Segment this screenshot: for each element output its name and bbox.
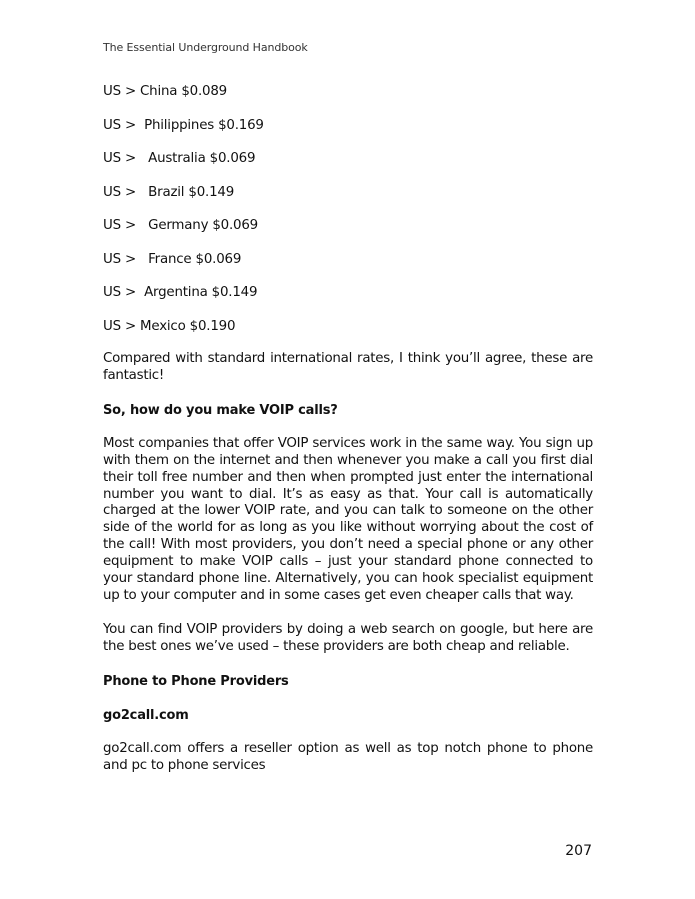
provider-name-heading: go2call.com	[103, 707, 189, 723]
providers-heading: Phone to Phone Providers	[103, 673, 289, 689]
rate-line-france: US > France $0.069	[103, 251, 242, 267]
providers-paragraph: You can find VOIP providers by doing a web search on google, but here are the best ones we’ve used – these providers are both cheap and reliable.	[103, 621, 593, 654]
how-paragraph: Most companies that offer VOIP services work in the same way. You sign up with them on the internet and then whenever you make a call you first dial their toll free number and then when prompted just enter the international number you want to dial. It’s as easy as that. Your call is automatically charged at the lower VOIP rate, and you can talk to someone on the other side of the world for as long as you like without worrying about the cost of the call! With most providers, you don’t need a special phone or any other equipment to make VOIP calls – just your standard phone connected to your standard phone line. Alternatively, you can hook specialist equipment up to your computer and in some cases get even cheaper calls that way.	[103, 435, 593, 603]
rate-line-argentina: US > Argentina $0.149	[103, 285, 258, 300]
rate-line-germany: US > Germany $0.069	[103, 218, 259, 233]
rate-line-brazil: US > Brazil $0.149	[103, 184, 235, 200]
running-header: The Essential Underground Handbook	[103, 41, 308, 54]
provider-paragraph: go2call.com offers a reseller option as well as top notch phone to phone and pc to phone services	[103, 740, 593, 773]
comparison-paragraph: Compared with standard international rates, I think you’ll agree, these are fantastic!	[103, 351, 593, 383]
rate-line-china: US > China $0.089	[103, 84, 227, 99]
rate-line-philippines: US > Philippines $0.169	[103, 117, 264, 133]
rate-line-australia: US > Australia $0.069	[103, 151, 256, 166]
page-content	[103, 83, 593, 792]
page-number: 207	[565, 843, 592, 859]
rate-line-mexico: US > Mexico $0.190	[103, 318, 236, 334]
how-heading: So, how do you make VOIP calls?	[103, 402, 338, 418]
